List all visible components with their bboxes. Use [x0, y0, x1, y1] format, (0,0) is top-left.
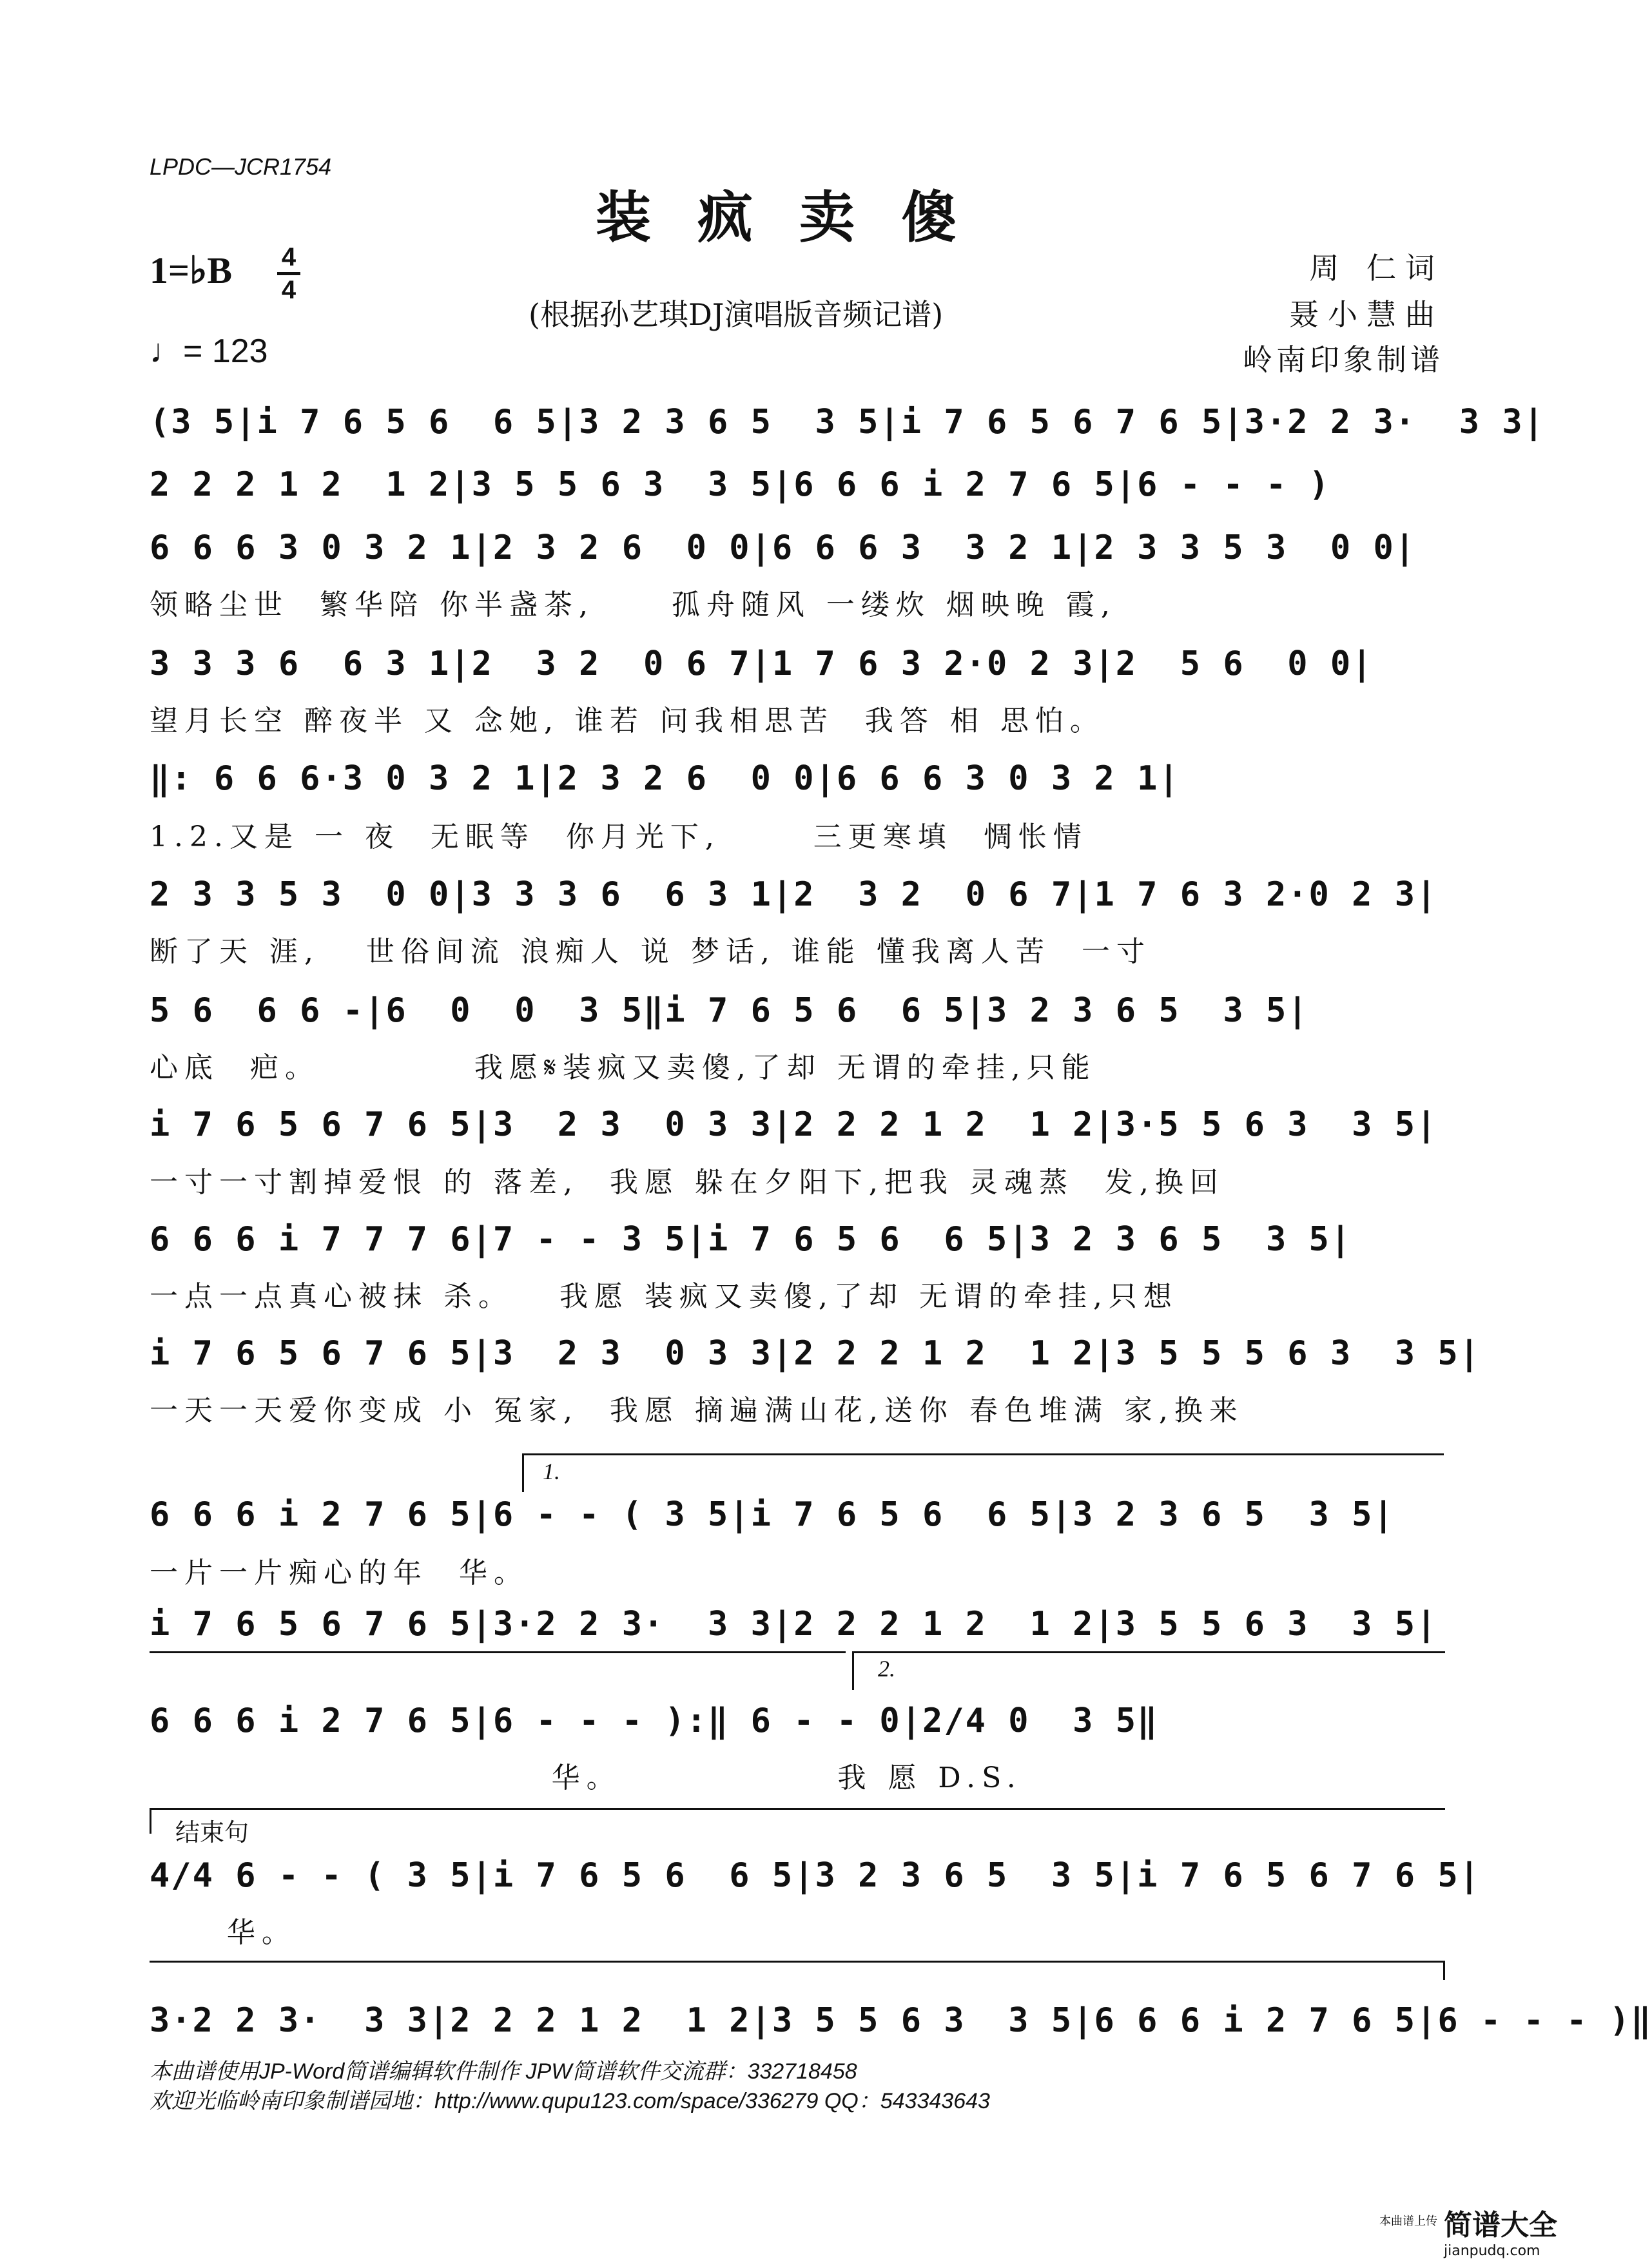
- time-signature: [277, 244, 300, 304]
- lyrics-row-10: 一天一天爱你变成 小 冤家, 我愿 摘遍满山花,送你 春色堆满 家,换来: [150, 1394, 1244, 1427]
- notation-row-2: 2 2 2 1 2 1 2|3 5 5 6 3 3 5|6 6 6 i 2 7 6 5|6 - - - ): [150, 465, 1330, 504]
- song-title: 装疯卖傻: [596, 185, 1003, 250]
- subtitle: (根据孙艺琪DJ演唱版音频记谱): [529, 297, 944, 332]
- footer-software-note: 本曲谱使用JP-Word简谱编辑软件制作 JPW简谱软件交流群：332718458: [150, 2059, 857, 2084]
- volta-1-bracket-edge: [522, 1453, 524, 1492]
- lyrics-row-13: 华。 我 愿 D.S.: [150, 1761, 1022, 1794]
- notation-row-14: 4/4 6 - - ( 3 5|i 7 6 5 6 6 5|3 2 3 6 5 3 5|i 7 6 5 6 7 6 5|: [150, 1856, 1481, 1895]
- volta-2-bracket: [852, 1651, 1445, 1653]
- notation-row-10: i 7 6 5 6 7 6 5|3 2 3 0 3 3|2 2 2 1 2 1 2|3 5 5 5 6 3 3 5|: [150, 1334, 1481, 1373]
- tempo-marking: ♩= 123: [150, 333, 268, 370]
- score-code: LPDC—JCR1754: [150, 153, 332, 180]
- notation-row-9: 6 6 6 i 7 7 7 6|7 - - 3 5|i 7 6 5 6 6 5|3 2 3 6 5 3 5|: [150, 1220, 1352, 1259]
- time-signature-bottom: 4: [281, 276, 296, 304]
- notation-row-6: 2 3 3 5 3 0 0|3 3 3 6 6 3 1|2 3 2 0 6 7|1 7 6 3 2·0 2 3|: [150, 875, 1438, 914]
- notation-row-4: 3 3 3 6 6 3 1|2 3 2 0 6 7|1 7 6 3 2·0 2 3|2 5 6 0 0|: [150, 645, 1374, 683]
- ending-label: 结束句: [175, 1818, 249, 1847]
- notation-row-15: 3·2 2 3· 3 3|2 2 2 1 2 1 2|3 5 5 6 3 3 5|6 6 6 i 2 7 6 5|6 - - - )‖: [150, 2001, 1652, 2040]
- ending-bracket: [150, 1808, 1445, 1810]
- arranger-credit: 岭南印象制谱: [1243, 342, 1444, 377]
- ending-bracket-continuation: [150, 1961, 1445, 1963]
- lyrics-row-8: 一寸一寸割掉爱恨 的 落差, 我愿 躲在夕阳下,把我 灵魂蒸 发,换回: [150, 1166, 1225, 1199]
- notation-row-1: (3 5|i 7 6 5 6 6 5|3 2 3 6 5 3 5|i 7 6 5 6 7 6 5|3·2 2 3· 3 3|: [150, 403, 1545, 442]
- time-signature-top: 4: [281, 243, 296, 271]
- notation-row-8: i 7 6 5 6 7 6 5|3 2 3 0 3 3|2 2 2 1 2 1 2|3·5 5 6 3 3 5|: [150, 1105, 1438, 1144]
- volta-1-bracket: [522, 1453, 1444, 1455]
- notation-row-5: ‖: 6 6 6·3 0 3 2 1|2 3 2 6 0 0|6 6 6 3 0 3 2 1|: [150, 759, 1180, 798]
- footer-website-note: 欢迎光临岭南印象制谱园地：http://www.qupu123.com/space/336279 QQ：543343643: [150, 2089, 990, 2113]
- lyrics-row-9: 一点一点真心被抹 杀。 我愿 装疯又卖傻,了却 无谓的牵挂,只想: [150, 1280, 1178, 1313]
- site-logo-url: jianpudq.com: [1444, 2243, 1540, 2259]
- volta-2-label: 2.: [878, 1656, 895, 1682]
- lyrics-row-14: 华。: [150, 1916, 296, 1949]
- site-logo-name: 简谱大全: [1444, 2209, 1557, 2242]
- notation-row-13: 6 6 6 i 2 7 6 5|6 - - - ):‖ 6 - - 0|2/4 0 3 5‖: [150, 1702, 1159, 1740]
- notation-row-12: i 7 6 5 6 7 6 5|3·2 2 3· 3 3|2 2 2 1 2 1 2|3 5 5 6 3 3 5|: [150, 1605, 1438, 1644]
- upload-note: 本曲谱上传: [1379, 2215, 1437, 2228]
- notation-row-3: 6 6 6 3 0 3 2 1|2 3 2 6 0 0|6 6 6 3 3 2 1|2 3 3 5 3 0 0|: [150, 529, 1417, 567]
- notation-row-7: 5 6 6 6 -|6 0 0 3 5‖i 7 6 5 6 6 5|3 2 3 6 5 3 5|: [150, 991, 1309, 1030]
- composer-credit: 聂小慧曲: [1289, 297, 1444, 332]
- key-signature: 1=♭B: [150, 249, 233, 291]
- site-logo: [1444, 2202, 1579, 2259]
- lyrics-row-3: 领略尘世 繁华陪 你半盏茶, 孤舟随风 一缕炊 烟映晚 霞,: [150, 588, 1116, 621]
- lyrics-row-7: 心底 疤。 我愿𝄋装疯又卖傻,了却 无谓的牵挂,只能: [150, 1051, 1096, 1084]
- lyricist-credit: 周 仁词: [1309, 251, 1444, 286]
- notation-row-11: 6 6 6 i 2 7 6 5|6 - - ( 3 5|i 7 6 5 6 6 5|3 2 3 6 5 3 5|: [150, 1495, 1395, 1534]
- lyrics-row-5: 1.2.又是 一 夜 无眠等 你月光下, 三更寒填 惆怅情: [150, 820, 1088, 853]
- volta-1-continuation: [150, 1651, 846, 1653]
- lyrics-row-4: 望月长空 醉夜半 又 念她, 谁若 问我相思苦 我答 相 思怕。: [150, 704, 1105, 737]
- volta-1-label: 1.: [543, 1459, 560, 1484]
- volta-2-bracket-edge: [852, 1651, 854, 1690]
- ending-bracket-edge: [150, 1808, 151, 1834]
- lyrics-row-11: 一片一片痴心的年 华。: [150, 1557, 529, 1589]
- ending-bracket-end: [1443, 1961, 1445, 1980]
- lyrics-row-6: 断了天 涯, 世俗间流 浪痴人 说 梦话, 谁能 懂我离人苦 一寸: [150, 935, 1151, 968]
